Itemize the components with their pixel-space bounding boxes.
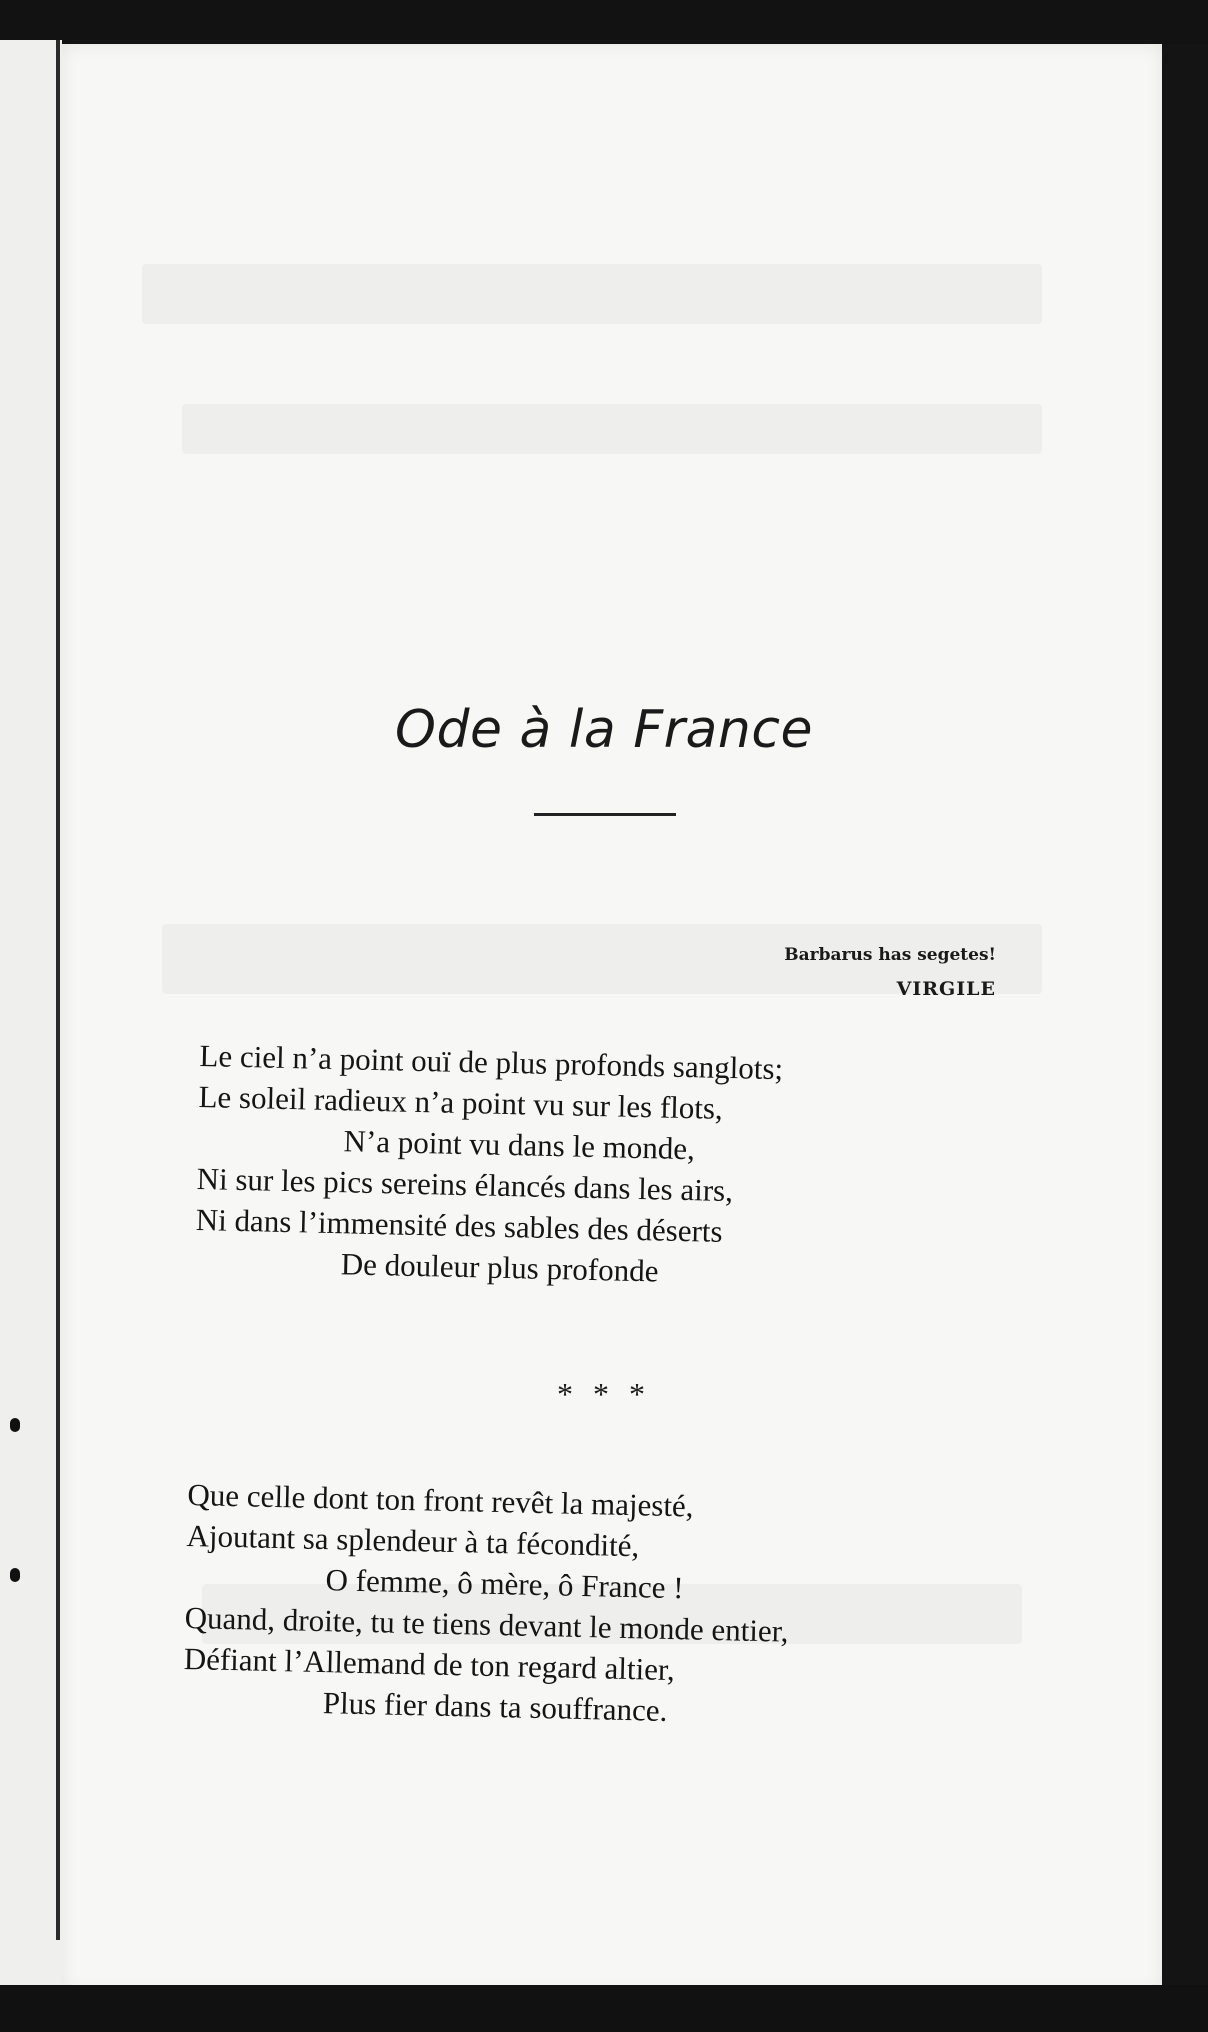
verse-line: N’a point vu dans le monde, bbox=[343, 1123, 696, 1167]
verse-line: Quand, droite, tu te tiens devant le monde entier, bbox=[184, 1599, 789, 1649]
scan-right-border bbox=[1162, 44, 1208, 1994]
epigraph bbox=[784, 938, 996, 1006]
binding-hole bbox=[10, 1418, 20, 1432]
stanza-1 bbox=[194, 1035, 783, 1294]
verse-line: De douleur plus profonde bbox=[340, 1246, 659, 1289]
stanza-separator: * * * bbox=[557, 1376, 651, 1412]
show-through-text bbox=[142, 264, 1042, 324]
verse-line: Ni dans l’immensité des sables des déserts bbox=[195, 1201, 723, 1249]
show-through-text bbox=[182, 404, 1042, 454]
verse-line: O femme, ô mère, ô France ! bbox=[325, 1562, 685, 1606]
verse-line: Plus fier dans ta souffrance. bbox=[322, 1685, 668, 1728]
title-divider bbox=[534, 813, 676, 816]
epigraph-author: VIRGILE bbox=[896, 978, 996, 1000]
verse-line: Le ciel n’a point ouï de plus profonds sanglots; bbox=[199, 1037, 784, 1087]
verse-line: Ni sur les pics sereins élancés dans les airs, bbox=[196, 1160, 734, 1209]
epigraph-quote: Barbarus has segetes! bbox=[784, 945, 996, 965]
verse-line: Défiant l’Allemand de ton regard altier, bbox=[183, 1640, 676, 1688]
stanza-2 bbox=[182, 1474, 791, 1734]
binding-hole bbox=[10, 1568, 20, 1582]
left-page-margin bbox=[0, 40, 62, 2032]
verse-line: Le soleil radieux n’a point vu sur les flots, bbox=[198, 1078, 724, 1126]
verse-line: Ajoutant sa splendeur à ta fécondité, bbox=[186, 1517, 640, 1564]
book-spine-edge bbox=[56, 40, 60, 1940]
verse-line: Que celle dont ton front revêt la majesté, bbox=[187, 1476, 694, 1524]
scan-bottom-border bbox=[0, 1985, 1208, 2032]
poem-title: Ode à la France bbox=[395, 700, 813, 760]
